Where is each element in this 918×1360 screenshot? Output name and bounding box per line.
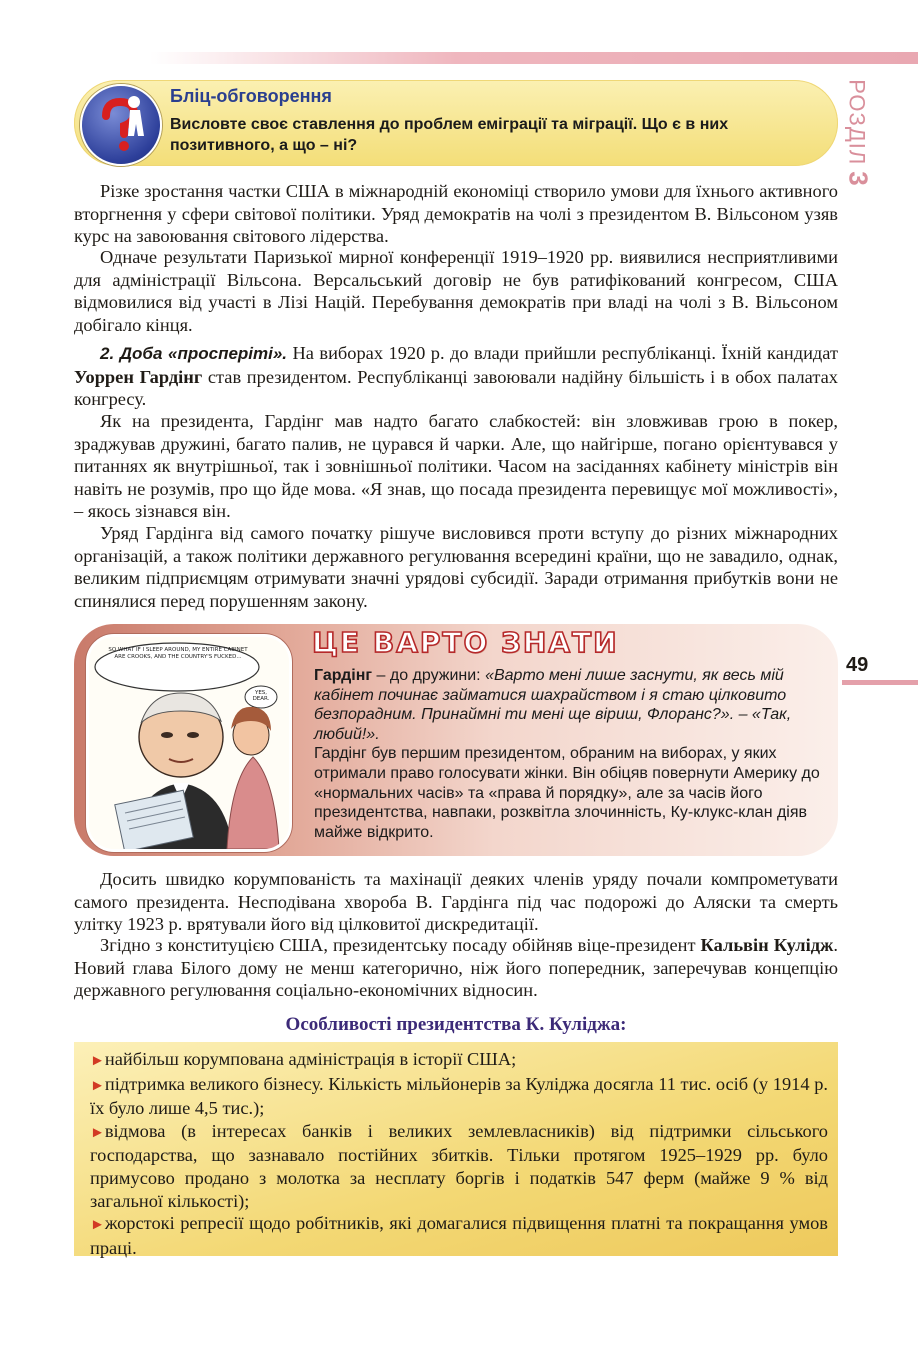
question-person-icon (80, 84, 162, 166)
list-item: ►найбільш корумпована адміністрація в історії США; (90, 1049, 517, 1069)
section-2-paragraph: 2. Доба «просперіті». На виборах 1920 р. до влади прийшли республіканці. Їхній кандидат Уоррен Гардінг став президентом. Республіканці завоювали надійну більшість і в обох палатах конгресу. (74, 343, 838, 410)
page-number-line (842, 680, 918, 685)
bullet-icon: ► (90, 1053, 105, 1069)
paragraph: Досить швидко корумпованість та махінації деяких членів уряду почали компрометувати самого президента. Несподівана хвороба В. Гардінга під час подорожі до Аляски та смерть улітку 1923 р. врятували його від цілковитої дискредитації. (74, 869, 838, 935)
page-number: 49 (846, 654, 869, 676)
blitz-discussion-box (74, 80, 838, 166)
worth-knowing-box (74, 624, 838, 856)
harding-cartoon-image (86, 634, 292, 852)
cartoon-bubble-1: SO WHAT IF I SLEEP AROUND, MY ENTIRE CABINET ARE CROOKS, AND THE COUNTRY'S FUCKED... (108, 647, 248, 660)
cartoon-bubble-2: YES, DEAR. (252, 690, 270, 702)
blitz-title: Бліц-обговорення (170, 86, 332, 106)
quote-text: «Варто мені лише заснути, як весь мій кабінет починає займатися шахрайством і я стаю цілковито безпорадним. Принаймні ти мені ще віриш, Флоранс?». – «Так, любий!». (314, 667, 792, 743)
blitz-question: Висловте своє ставлення до проблем еміграції та міграції. Що є в них позитивного, а що – ні? (170, 116, 729, 154)
worth-knowing-text (314, 666, 840, 842)
list-item: ►підтримка великого бізнесу. Кількість мільйонерів за Куліджа досягла 11 тис. осіб (у 1914 р. їх було лише 4,5 тис.); (90, 1073, 828, 1119)
chapter-word: РОЗДІЛ (844, 79, 870, 166)
chapter-side-label (836, 78, 880, 188)
bullet-icon: ► (90, 1077, 105, 1094)
bullet-icon: ► (90, 1217, 105, 1234)
top-decorative-bar (150, 52, 918, 64)
list-item: ►жорстокі репресії щодо робітників, які домагалися підвищення платні та покращання умов праці. (90, 1213, 828, 1258)
chapter-number: 3 (843, 171, 874, 187)
name-harding: Уоррен Гардінг (74, 366, 203, 387)
speaker-name: Гардінг (314, 667, 373, 684)
paragraph: Уряд Гардінга від самого початку рішуче висловився проти вступу до різних міжнародних організацій, а також політики державного регулювання всередині країни, що не завадило, однак, великим підприємцям отримувати значні урядові субсидії. Заради отримання прибутків вони не спинялися перед порушенням закону. (74, 523, 838, 611)
name-coolidge: Кальвін Кулідж (700, 935, 834, 955)
paragraph: Різке зростання частки США в міжнародній економіці створило умови для їхнього активного вторгнення у сфери світової політики. Уряд демократів на чолі з президентом В. Вільсоном узяв курс на завоювання світового лідерства. (74, 181, 838, 247)
features-box (74, 1042, 838, 1256)
section-heading: 2. Доба «просперіті». (100, 344, 288, 363)
features-list (90, 1048, 828, 1259)
bullet-icon: ► (90, 1124, 105, 1141)
coolidge-paragraph: Згідно з конституцією США, президентську посаду обійняв віце-президент Кальвін Кулідж. Новий глава Білого дому не менш категорично, ніж його попередник, заперечував концепцію державного регулювання соціально-економічних відносин. (74, 935, 838, 1001)
features-title: Особливості президентства К. Куліджа: (285, 1014, 627, 1035)
worth-knowing-title: ЦЕ ВАРТО ЗНАТИ (312, 626, 619, 659)
paragraph: Як на президента, Гардінг мав надто багато слабкостей: він зловживав грою в покер, зраджував дружині, багато палив, не цурався й чарки. Але, що найгірше, погано орієнтувався у питаннях як внутрішньої, так і зовнішньої політики. Часом на засіданнях кабінету міністрів він навіть не розумів, про що йде мова. «Я знав, що посада президента перевищує мої можливості», – якось зізнався він. (74, 411, 838, 522)
list-item: ►відмова (в інтересах банків і великих землевласників) від підтримки сільського господарства, що зазнавало постійних збитків. Тільки протягом 1925–1929 рр. було примусово продано з молотка за несплату боргів і податків 547 ферм (майже 9 % від загальної кількості); (90, 1120, 828, 1211)
paragraph: Одначе результати Паризької мирної конференції 1919–1920 рр. виявилися несприятливими для адміністрації Вільсона. Версальський договір не був ратифікований конгресом, США відмовилися від участі в Лізі Націй. Перебування демократів при владі на чолі з В. Вільсоном добігало кінця. (74, 247, 838, 335)
harding-fact: Гардінг був першим президентом, обраним на виборах, у яких отримали право голосувати жінки. Він обіцяв повернути Америку до «нормальних часів» та «права й порядку», але за часів його президентства, навпаки, розквітла злочинність, Ку-клукс-клан діяв майже відкрито. (314, 745, 820, 841)
harding-quote: Гардінг – до дружини: «Варто мені лише заснути, як весь мій кабінет починає займатися шахрайством і я стаю цілковито безпорадним. Принаймні ти мені ще віриш, Флоранс?». – «Так, любий!». (314, 667, 792, 743)
